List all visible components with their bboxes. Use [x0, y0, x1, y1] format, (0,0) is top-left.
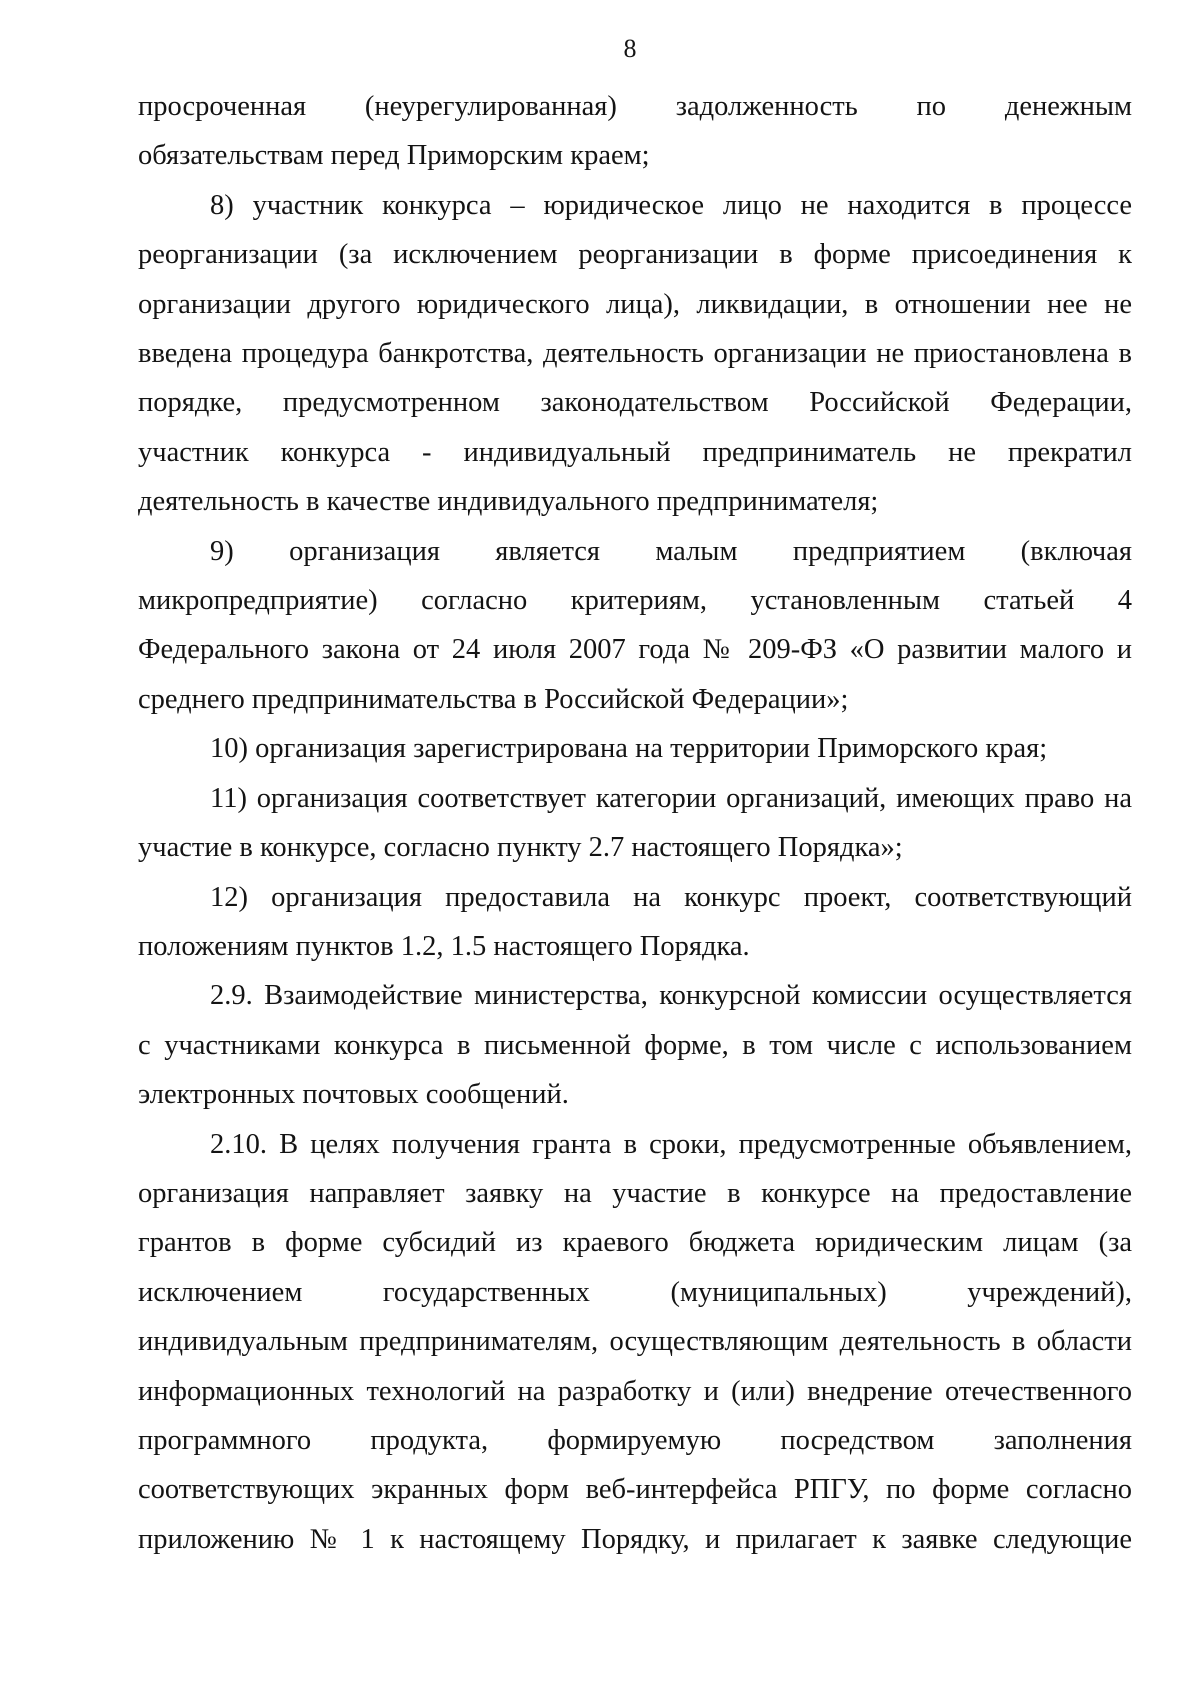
text-line: Федерального закона от 24 июля 2007 года № 209-ФЗ «О развитии малого и	[138, 634, 1132, 666]
paragraph-p-10	[138, 724, 1132, 773]
text-line: микропредприятие) согласно критериям, установленным статьей 4	[138, 585, 1132, 617]
text-line: 10) организация зарегистрирована на территории Приморского края;	[210, 733, 1048, 765]
text-line: положениям пунктов 1.2, 1.5 настоящего Порядка.	[138, 930, 750, 962]
text-line: грантов в форме субсидий из краевого бюджета юридическим лицам (за	[138, 1227, 1132, 1259]
text-line: 2.9. Взаимодействие министерства, конкурсной комиссии осуществляется	[210, 980, 1132, 1012]
text-line: 12) организация предоставила на конкурс проект, соответствующий	[210, 881, 1132, 913]
text-line: индивидуальным предпринимателям, осуществляющим деятельность в области	[138, 1326, 1132, 1358]
text-line: участие в конкурсе, согласно пункту 2.7 настоящего Порядка»;	[138, 832, 903, 864]
paragraph-p-9	[138, 527, 1132, 725]
text-line: программного продукта, формируемую посредством заполнения	[138, 1424, 1132, 1456]
paragraph-p-8	[138, 181, 1132, 527]
text-line: реорганизации (за исключением реорганизации в форме присоединения к	[138, 239, 1132, 271]
text-line: организации другого юридического лица), ликвидации, в отношении нее не	[138, 288, 1132, 320]
text-line: деятельность в качестве индивидуального предпринимателя;	[138, 486, 879, 518]
paragraph-p-12	[138, 873, 1132, 972]
text-line: 8) участник конкурса – юридическое лицо не находится в процессе	[210, 189, 1132, 221]
text-line: с участниками конкурса в письменной форме, в том числе с использованием	[138, 1029, 1132, 1061]
text-line: просроченная (неурегулированная) задолженность по денежным	[138, 91, 1132, 122]
paragraph-p-2-10	[138, 1120, 1132, 1565]
text-line: 2.10. В целях получения гранта в сроки, предусмотренные объявлением,	[210, 1128, 1132, 1160]
document-body	[138, 82, 1132, 1564]
page-number: 8	[623, 34, 637, 63]
text-line: 11) организация соответствует категории организаций, имеющих право на	[210, 782, 1132, 814]
text-line: 9) организация является малым предприятием (включая	[210, 535, 1132, 567]
text-line: обязательствам перед Приморским краем;	[138, 140, 650, 172]
text-line: введена процедура банкротства, деятельность организации не приостановлена в	[138, 338, 1132, 370]
text-line: соответствующих экранных форм веб-интерфейса РПГУ, по форме согласно	[138, 1474, 1132, 1506]
paragraph-p-11	[138, 774, 1132, 873]
text-line: исключением государственных (муниципальных) учреждений),	[138, 1276, 1132, 1308]
text-line: организация направляет заявку на участие в конкурсе на предоставление	[138, 1177, 1132, 1209]
paragraph-p-cont	[138, 82, 1132, 181]
text-line: участник конкурса - индивидуальный предприниматель не прекратил	[138, 436, 1132, 468]
paragraph-p-2-9	[138, 971, 1132, 1119]
text-line: электронных почтовых сообщений.	[138, 1079, 569, 1111]
text-line: среднего предпринимательства в Российской Федерации»;	[138, 683, 849, 715]
text-line: информационных технологий на разработку и (или) внедрение отечественного	[138, 1375, 1132, 1407]
text-line: порядке, предусмотренном законодательством Российской Федерации,	[138, 387, 1132, 419]
text-line: приложению № 1 к настоящему Порядку, и прилагает к заявке следующие	[138, 1523, 1132, 1555]
